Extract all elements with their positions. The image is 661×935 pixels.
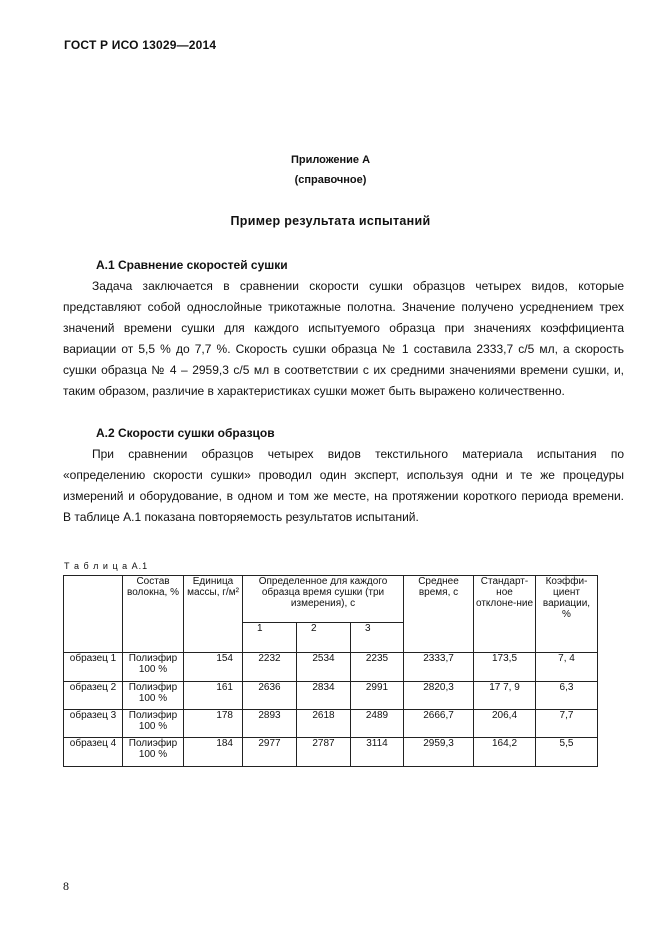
sample-cell: образец 1 <box>64 653 123 682</box>
measurement-cell: 2489 <box>351 710 404 738</box>
sample-cell: образец 3 <box>64 710 123 738</box>
header-mean-time: Среднее время, с <box>404 576 474 653</box>
std-cell: 206,4 <box>474 710 536 738</box>
table-row <box>64 653 598 682</box>
header-std-dev: Стандарт-ное отклоне-ние <box>474 576 536 653</box>
section-a2-paragraph <box>63 444 624 528</box>
mean-cell: 2959,3 <box>404 738 474 767</box>
table-row <box>64 682 598 710</box>
paragraph-line: При сравнении образцов четырех видов текстильного материала испытания по <box>92 447 624 461</box>
paragraph-line: «определению скорости сушки» проводил один эксперт, используя одни и те же процедуры <box>63 468 624 482</box>
mass-cell: 154 <box>184 653 243 682</box>
sample-cell: образец 4 <box>64 738 123 767</box>
header-measurement-1: 1 <box>243 623 297 653</box>
measurement-cell: 2991 <box>351 682 404 710</box>
table-row <box>64 738 598 767</box>
section-heading-a1: А.1 Сравнение скоростей сушки <box>96 258 288 272</box>
header-mass: Единица массы, г/м² <box>184 576 243 653</box>
measurement-cell: 2787 <box>297 738 351 767</box>
header-coef-variation: Коэффи-циент вариации, % <box>536 576 598 653</box>
header-sample-cell <box>64 576 123 653</box>
paragraph-line: представляют собой однослойные трикотажные полотна. Значение получено усреднением трех <box>63 300 624 314</box>
measurement-cell: 2235 <box>351 653 404 682</box>
mass-cell: 184 <box>184 738 243 767</box>
composition-cell: Полиэфир 100 % <box>123 682 184 710</box>
paragraph-line: сушки образца № 4 – 2959,3 с/5 мл в соответствии с их средними значениями времени сушки, и, <box>63 363 624 377</box>
table-row <box>64 710 598 738</box>
section-a1-paragraph <box>63 276 624 402</box>
mean-cell: 2333,7 <box>404 653 474 682</box>
paragraph-line: В таблице А.1 показана повторяемость результатов испытаний. <box>63 510 419 524</box>
measurement-cell: 3114 <box>351 738 404 767</box>
header-measurement-3: 3 <box>351 623 404 653</box>
mass-cell: 161 <box>184 682 243 710</box>
composition-cell: Полиэфир 100 % <box>123 710 184 738</box>
measurement-cell: 2232 <box>243 653 297 682</box>
section-heading-a2: А.2 Скорости сушки образцов <box>96 426 275 440</box>
paragraph-line: значений времени сушки для каждого испытуемого образца при значениях коэффициента <box>63 321 624 335</box>
page-title: Пример результата испытаний <box>230 214 431 228</box>
appendix-subtitle: (справочное) <box>294 174 367 186</box>
table-caption: Т а б л и ц а А.1 <box>64 561 149 571</box>
coef-cell: 6,3 <box>536 682 598 710</box>
coef-cell: 5,5 <box>536 738 598 767</box>
measurement-cell: 2977 <box>243 738 297 767</box>
measurement-cell: 2834 <box>297 682 351 710</box>
header-composition: Состав волокна, % <box>123 576 184 653</box>
paragraph-line: измерений и оборудование, в одном и том же месте, на протяжении короткого периода времени. <box>63 489 624 503</box>
results-table <box>63 575 598 767</box>
coef-cell: 7, 4 <box>536 653 598 682</box>
mean-cell: 2820,3 <box>404 682 474 710</box>
measurement-cell: 2636 <box>243 682 297 710</box>
composition-cell: Полиэфир 100 % <box>123 653 184 682</box>
header-determined-time: Определенное для каждого образца время сушки (три измерения), с <box>243 576 404 623</box>
mean-cell: 2666,7 <box>404 710 474 738</box>
composition-cell: Полиэфир 100 % <box>123 738 184 767</box>
header-measurement-2: 2 <box>297 623 351 653</box>
sample-cell: образец 2 <box>64 682 123 710</box>
measurement-cell: 2618 <box>297 710 351 738</box>
appendix-title: Приложение А <box>290 154 371 166</box>
standard-designation: ГОСТ Р ИСО 13029—2014 <box>64 38 217 52</box>
page-number: 8 <box>63 879 69 893</box>
measurement-cell: 2893 <box>243 710 297 738</box>
paragraph-line: Задача заключается в сравнении скорости сушки образцов четырех видов, которые <box>92 279 624 293</box>
coef-cell: 7,7 <box>536 710 598 738</box>
paragraph-line: таким образом, различие в характеристиках сушки может быть выражено количественно. <box>63 384 565 398</box>
mass-cell: 178 <box>184 710 243 738</box>
std-cell: 173,5 <box>474 653 536 682</box>
measurement-cell: 2534 <box>297 653 351 682</box>
paragraph-line: вариации от 5,5 % до 7,7 %. Скорость сушки образца № 1 составила 2333,7 с/5 мл, а скорость <box>63 342 624 356</box>
std-cell: 17 7, 9 <box>474 682 536 710</box>
std-cell: 164,2 <box>474 738 536 767</box>
